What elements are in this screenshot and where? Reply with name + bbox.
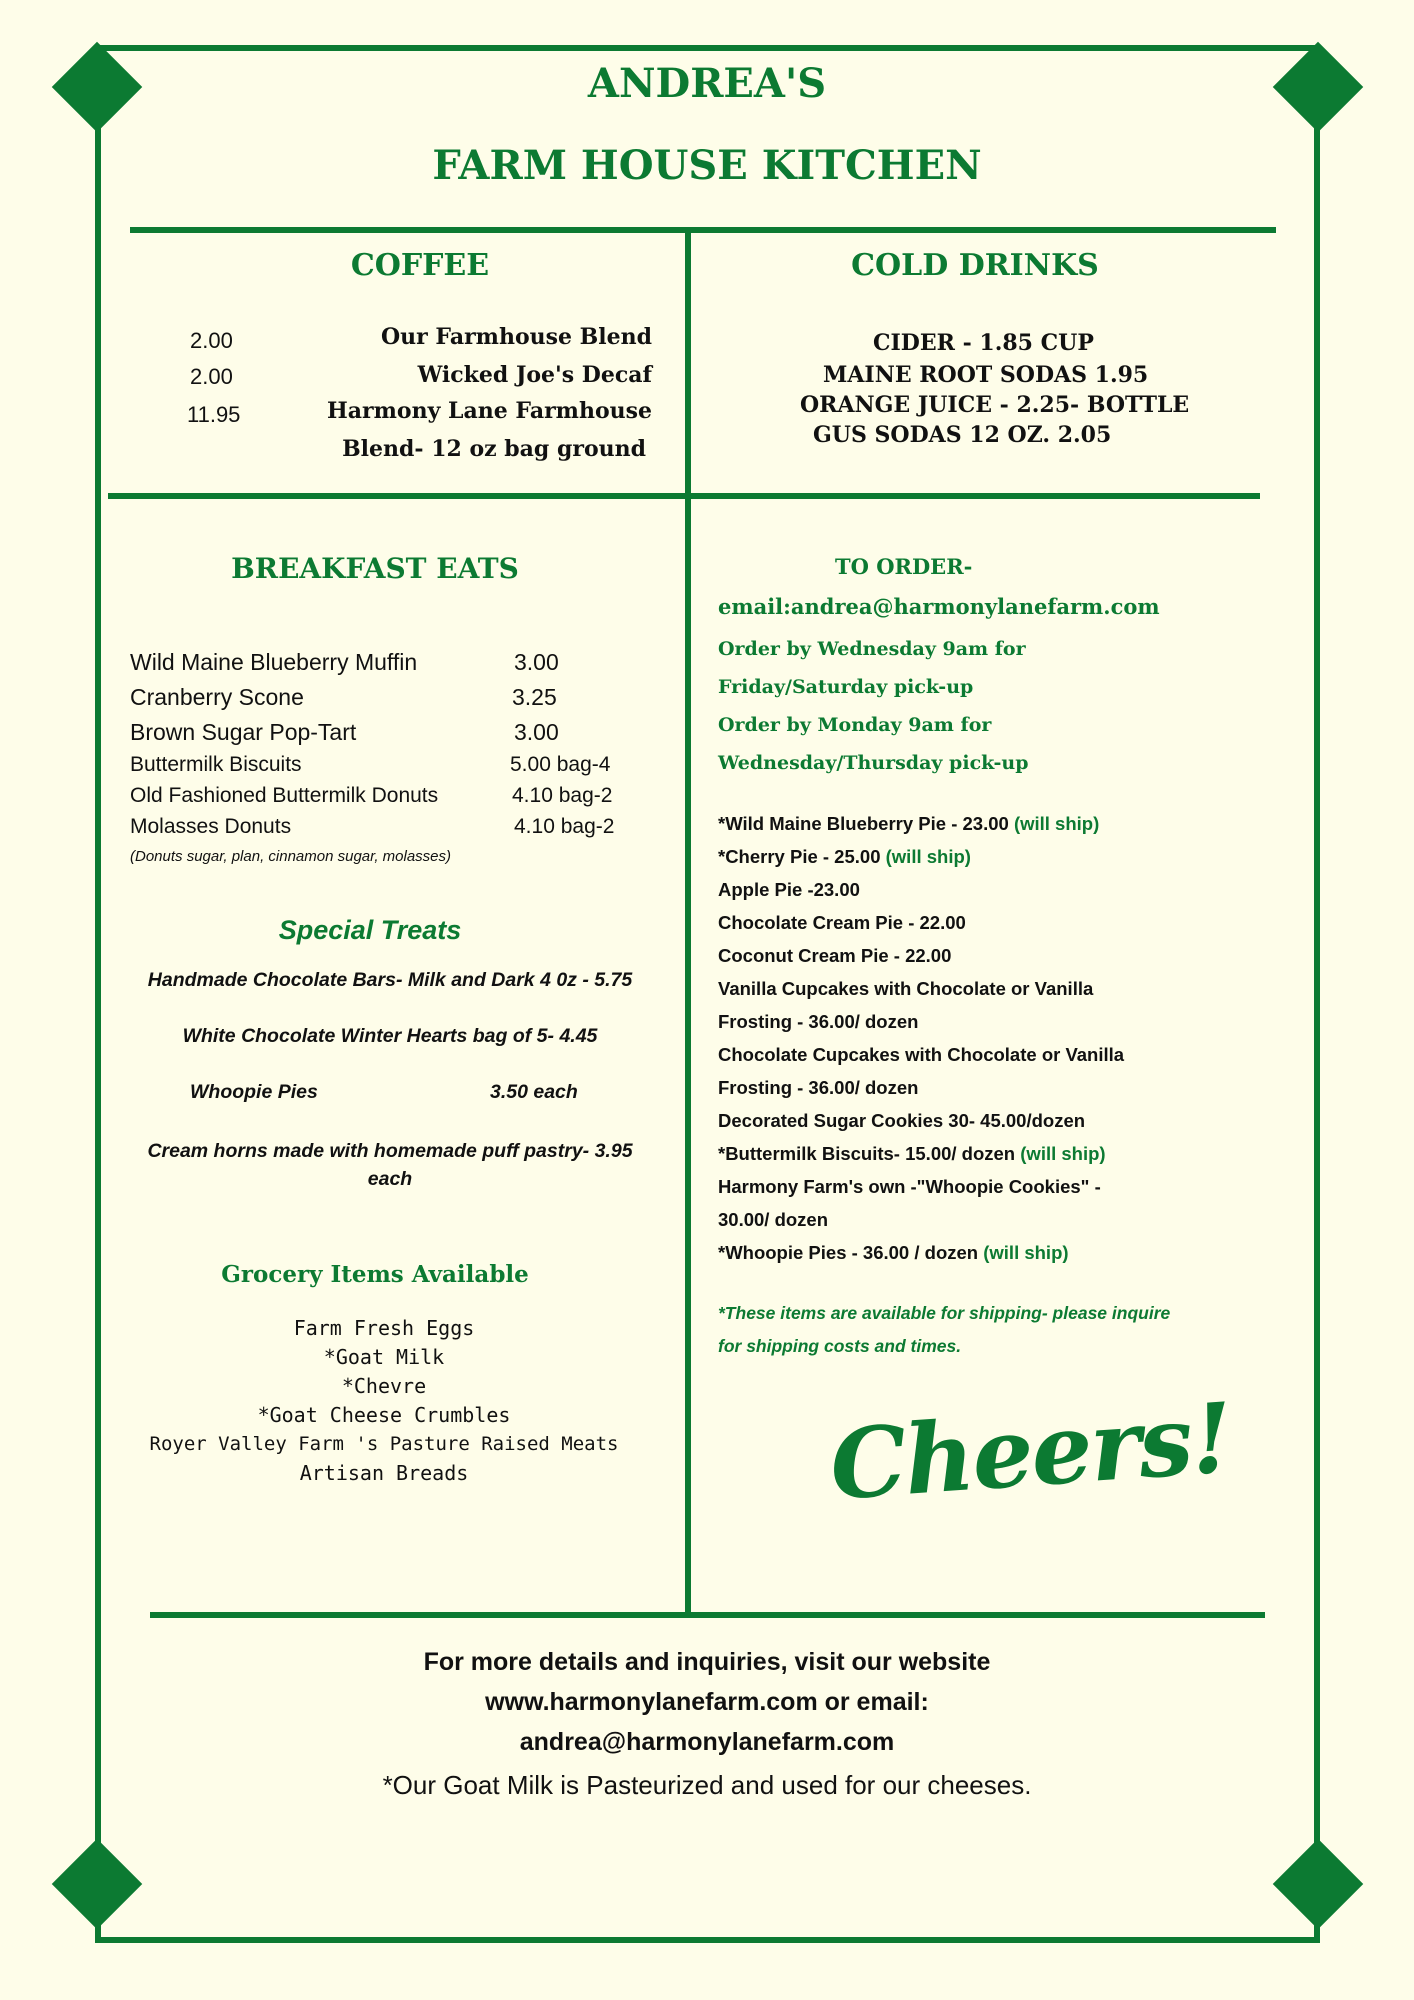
page-title-line2: FARM HOUSE KITCHEN — [432, 142, 982, 189]
treat-whoopie-price: 3.50 each — [490, 1081, 578, 1103]
will-ship-tag: (will ship) — [1020, 1143, 1106, 1164]
breakfast-item-price: 4.10 bag-2 — [512, 784, 613, 807]
shipping-note: *These items are available for shipping- please inquire — [718, 1303, 1171, 1323]
breakfast-item-name: Molasses Donuts — [130, 815, 292, 838]
grocery-item: *Chevre — [341, 1374, 427, 1398]
bake-item: *Wild Maine Blueberry Pie - 23.00 (will ship) — [718, 813, 1100, 834]
grocery-item: *Goat Milk — [323, 1345, 445, 1369]
cold-drink-item: CIDER - 1.85 CUP — [873, 330, 1094, 356]
footer-goat-milk-note: *Our Goat Milk is Pasteurized and used for our cheeses. — [382, 1770, 1032, 1800]
cheers-script: Cheers! — [826, 1381, 1235, 1522]
divider-top — [130, 227, 1276, 233]
treat-chocolate-bars: Handmade Chocolate Bars- Milk and Dark 4 0z - 5.75 — [147, 969, 633, 991]
treat-winter-hearts: White Chocolate Winter Hearts bag of 5- 4.45 — [182, 1025, 598, 1047]
will-ship-tag: (will ship) — [885, 846, 971, 867]
will-ship-tag: (will ship) — [1013, 813, 1100, 834]
coffee-name-continued: Blend- 12 oz bag ground — [342, 436, 646, 462]
bake-item: *Buttermilk Biscuits- 15.00/ dozen (will ship) — [718, 1143, 1106, 1164]
breakfast-item-name: Cranberry Scone — [130, 684, 304, 710]
bake-item: *Cherry Pie - 25.00 (will ship) — [718, 846, 971, 867]
divider-middle — [108, 493, 1260, 499]
cold-drink-item: MAINE ROOT SODAS 1.95 — [823, 362, 1149, 388]
page-title-line1: ANDREA'S — [587, 60, 827, 107]
coffee-price: 2.00 — [190, 328, 233, 353]
special-treats-heading: Special Treats — [278, 915, 462, 945]
bake-item: Decorated Sugar Cookies 30- 45.00/dozen — [718, 1110, 1086, 1131]
coffee-price: 11.95 — [187, 402, 241, 427]
bake-item: Chocolate Cream Pie - 22.00 — [718, 912, 966, 933]
bake-item: Chocolate Cupcakes with Chocolate or Vanilla — [718, 1044, 1125, 1065]
order-deadline-1: Order by Wednesday 9am for — [718, 638, 1026, 660]
cold-drink-item: GUS SODAS 12 OZ. 2.05 — [813, 422, 1112, 448]
grocery-heading: Grocery Items Available — [221, 1261, 529, 1288]
grocery-item: Artisan Breads — [299, 1461, 469, 1485]
bake-item: *Whoopie Pies - 36.00 / dozen (will ship) — [718, 1242, 1069, 1263]
coffee-name: Wicked Joe's Decaf — [417, 362, 652, 388]
coffee-name: Our Farmhouse Blend — [381, 324, 652, 350]
divider-vertical — [685, 230, 691, 1615]
divider-bottom — [150, 1612, 1265, 1618]
treat-whoopie-name: Whoopie Pies — [190, 1081, 318, 1103]
grocery-item: *Goat Cheese Crumbles — [257, 1403, 511, 1427]
breakfast-item-name: Buttermilk Biscuits — [130, 753, 302, 776]
order-pickup-2: Wednesday/Thursday pick-up — [718, 752, 1029, 774]
order-pickup-1: Friday/Saturday pick-up — [718, 676, 974, 698]
coffee-name: Harmony Lane Farmhouse — [327, 398, 652, 424]
order-email[interactable]: email:andrea@harmonylanefarm.com — [718, 594, 1160, 619]
breakfast-item-price: 3.25 — [512, 684, 557, 710]
bake-item: Harmony Farm's own -"Whoopie Cookies" - — [718, 1176, 1101, 1197]
breakfast-item-name: Brown Sugar Pop-Tart — [130, 719, 357, 745]
bake-item: Vanilla Cupcakes with Chocolate or Vanilla — [718, 978, 1094, 999]
footer-website[interactable]: www.harmonylanefarm.com or email: — [485, 1688, 929, 1716]
breakfast-item-price: 3.00 — [514, 649, 559, 675]
breakfast-item-price: 3.00 — [514, 719, 559, 745]
grocery-item: Royer Valley Farm 's Pasture Raised Meats — [149, 1433, 619, 1455]
cold-drink-item: ORANGE JUICE - 2.25- BOTTLE — [800, 392, 1190, 418]
breakfast-note: (Donuts sugar, plan, cinnamon sugar, molasses) — [130, 848, 451, 865]
coffee-heading: COFFEE — [350, 248, 490, 283]
coffee-price: 2.00 — [190, 364, 233, 389]
will-ship-tag: (will ship) — [983, 1242, 1069, 1263]
order-heading: TO ORDER- — [835, 554, 973, 579]
breakfast-item-name: Wild Maine Blueberry Muffin — [130, 649, 418, 675]
footer-line: For more details and inquiries, visit our website — [423, 1648, 991, 1676]
bake-item: Coconut Cream Pie - 22.00 — [718, 945, 952, 966]
footer-email[interactable]: andrea@harmonylanefarm.com — [519, 1728, 895, 1756]
breakfast-item-price: 5.00 bag-4 — [510, 753, 611, 776]
breakfast-item-name: Old Fashioned Buttermilk Donuts — [130, 784, 439, 807]
bake-item: 30.00/ dozen — [718, 1209, 829, 1230]
breakfast-heading: BREAKFAST EATS — [231, 552, 519, 585]
breakfast-item-price: 4.10 bag-2 — [514, 815, 615, 838]
cold-drinks-heading: COLD DRINKS — [851, 248, 1099, 283]
order-deadline-2: Order by Monday 9am for — [718, 714, 992, 736]
grocery-item: Farm Fresh Eggs — [293, 1316, 475, 1340]
treat-cream-horns: Cream horns made with homemade puff pastry- 3.95 each — [147, 1140, 633, 1190]
bake-item: Apple Pie -23.00 — [718, 879, 860, 900]
bake-item: Frosting - 36.00/ dozen — [718, 1077, 919, 1098]
bake-item: Frosting - 36.00/ dozen — [718, 1011, 919, 1032]
shipping-note: for shipping costs and times. — [718, 1336, 962, 1356]
